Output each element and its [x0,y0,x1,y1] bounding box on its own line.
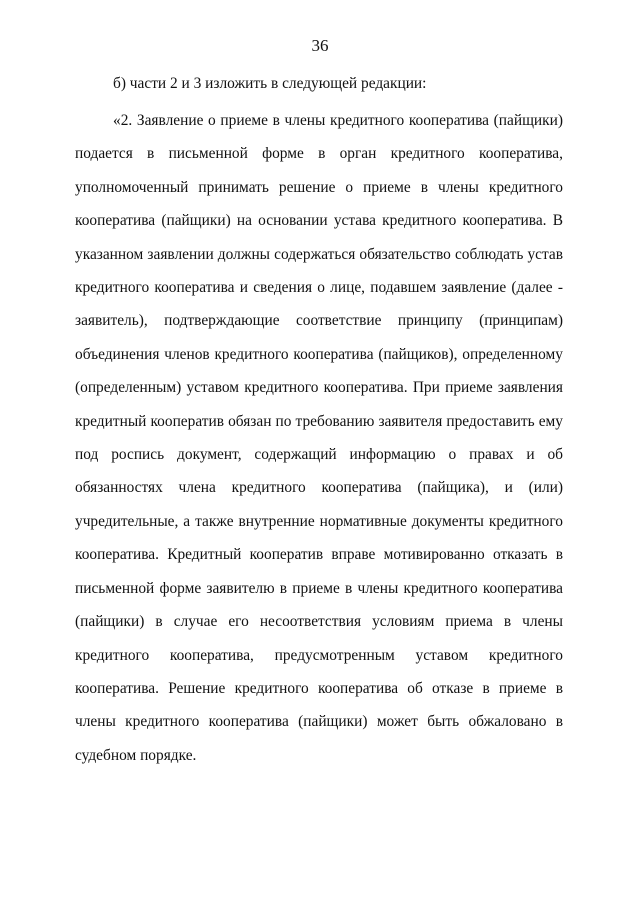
amendment-intro-line: б) части 2 и 3 изложить в следующей редакции: [113,75,427,92]
amendment-body-paragraph: «2. Заявление о приеме в члены кредитного кооператива (пайщики) подается в письменной форме в орган кредитного кооператива, уполномоченный принимать решение о приеме в члены кредитного кооператива (пайщики) на основании устава кредитного кооператива. В указанном заявлении должны содержаться обязательство соблюдать устав кредитного кооператива и сведения о лице, подавшем заявление (далее - заявитель), подтверждающие соответствие принципу (принципам) объединения членов кредитного кооператива (пайщиков), определенному (определенным) уставом кредитного кооператива. При приеме заявления кредитный кооператив обязан по требованию заявителя предоставить ему под роспись документ, содержащий информацию о правах и об обязанностях члена кредитного кооператива (пайщика), и (или) учредительные, а также внутренние нормативные документы кредитного кооператива. Кредитный кооператив вправе мотивированно отказать в письменной форме заявителю в приеме в члены кредитного кооператива (пайщики) в случае его несоответствия условиям приема в члены кредитного кооператива, предусмотренным уставом кредитного кооператива. Решение кредитного кооператива об отказе в приеме в члены кредитного кооператива (пайщики) может быть обжаловано в судебном порядке. [75,112,563,764]
page-number: 36 [311,36,329,55]
